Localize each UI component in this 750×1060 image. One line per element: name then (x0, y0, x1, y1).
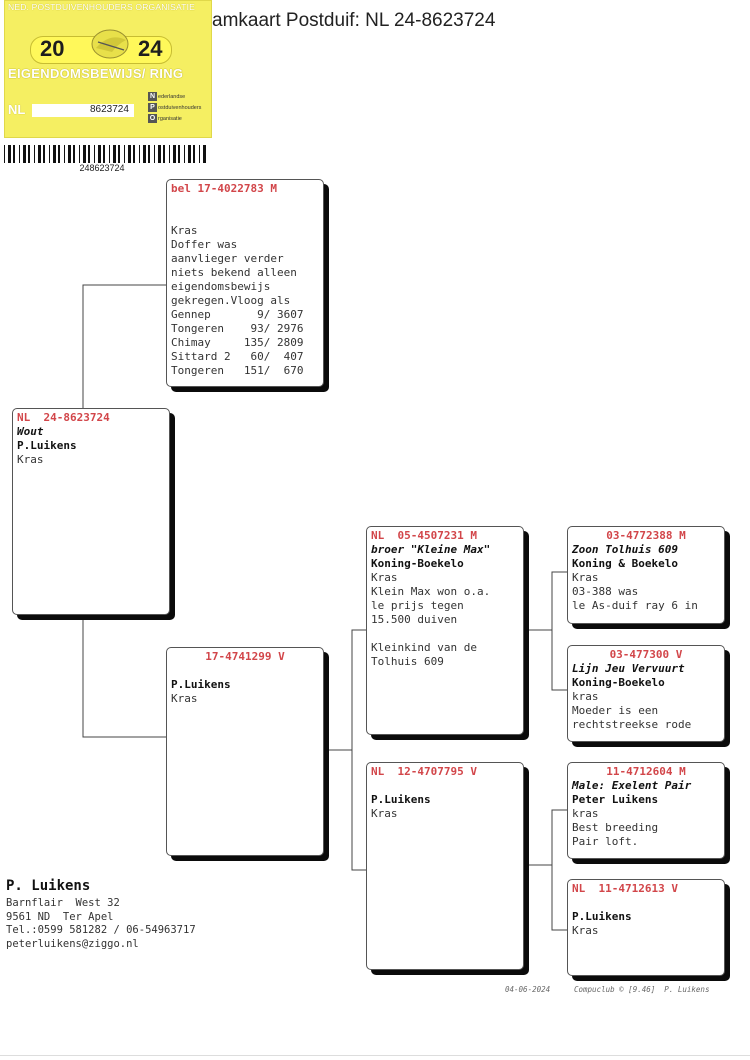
pigeon-owner: Peter Luikens (572, 793, 659, 806)
note-line: Kras (572, 924, 599, 937)
note-line: Best breeding (572, 821, 659, 834)
connector-subject-dam (83, 614, 168, 737)
ring-id: 03-4772388 M (606, 529, 686, 542)
note-line: Kras (17, 453, 44, 466)
note-line: aanvlieger verder (171, 252, 284, 265)
pedigree-card-dam-dam[interactable] (366, 762, 524, 970)
pigeon-name: Wout (17, 425, 44, 438)
note-line: Tongeren 93/ 2976 (171, 322, 304, 335)
pigeon-name: Male: Exelent Pair (572, 779, 692, 792)
connector-dam-parents (324, 630, 368, 870)
note-line: Pair loft. (572, 835, 639, 848)
pigeon-owner: P.Luikens (17, 439, 77, 452)
pedigree-card-dam[interactable] (166, 647, 324, 856)
ring-id: 03-477300 V (609, 648, 683, 661)
ring-id: NL 12-4707795 V (371, 765, 477, 778)
ring-country: NL (8, 102, 26, 117)
barcode-number: 248623724 (79, 163, 125, 173)
note-line: niets bekend alleen (171, 266, 297, 279)
ring-id: bel 17-4022783 M (171, 182, 277, 195)
note-line: kras (572, 690, 599, 703)
breeder-email: peterluikens@ziggo.nl (6, 937, 139, 950)
pigeon-name: Zoon Tolhuis 609 (572, 543, 678, 556)
note-line: Tolhuis 609 (371, 655, 444, 668)
program-credit: Compuclub © [9.46] P. Luikens (574, 985, 710, 994)
pigeon-owner: P.Luikens (171, 678, 231, 691)
breeder-city: 9561 ND Ter Apel (6, 910, 114, 923)
note-line: Sittard 2 60/ 407 (171, 350, 304, 363)
note-line: Tongeren 151/ 670 (171, 364, 304, 377)
page-bottom-rule (0, 1055, 750, 1056)
pigeon-owner (171, 210, 319, 224)
ring-id: 17-4741299 V (205, 650, 285, 663)
note-line (371, 627, 519, 641)
note-line: rechtstreekse rode (572, 718, 692, 731)
note-line: Kras (171, 224, 198, 237)
breeder-address: Barnflair West 32 (6, 897, 120, 909)
pigeon-name (171, 196, 319, 210)
ring-id: 11-4712604 M (606, 765, 686, 778)
note-line: Moeder is een (572, 704, 659, 717)
note-line: Kras (371, 807, 398, 820)
ring-title: EIGENDOMSBEWIJS/ RING (8, 66, 184, 81)
pigeon-name (171, 664, 319, 678)
pigeon-owner: Koning-Boekelo (572, 676, 665, 689)
note-line: Kras (371, 571, 398, 584)
pigeon-owner: P.Luikens (371, 793, 431, 806)
breeder-name: P. Luikens (6, 878, 91, 894)
connector-subject-sire (83, 285, 168, 410)
connector-damsire-parents (524, 572, 568, 690)
ring-id: NL 05-4507231 M (371, 529, 477, 542)
note-line: le As-duif ray 6 in (572, 599, 698, 612)
note-line: Chimay 135/ 2809 (171, 336, 304, 349)
org-line: ederlandse (158, 94, 186, 100)
pigeon-name: Lijn Jeu Vervuurt (572, 662, 685, 675)
note-line: eigendomsbewijs (171, 280, 271, 293)
pedigree-card-subject[interactable] (12, 408, 170, 615)
org-initial: O (149, 115, 156, 122)
pigeon-owner: P.Luikens (572, 910, 632, 923)
note-line: Kras (572, 571, 599, 584)
pigeon-owner: Koning-Boekelo (371, 557, 464, 570)
pigeon-name: broer "Kleine Max" (371, 543, 491, 556)
org-line: rganisatie (158, 116, 182, 122)
pedigree-card-dam-sire[interactable] (366, 526, 524, 735)
pigeon-owner: Koning & Boekelo (572, 557, 678, 570)
note-line: Gennep 9/ 3607 (171, 308, 304, 321)
pigeon-name (371, 779, 519, 793)
connector-damdam-parents (524, 810, 568, 930)
ring-id: NL 24-8623724 (17, 411, 110, 424)
pedigree-card-dam-sire-dam[interactable] (567, 645, 725, 742)
ring-number: 8623724 (90, 104, 129, 115)
note-line: Kras (171, 692, 198, 705)
note-line: Doffer was (171, 238, 238, 251)
pedigree-card-dam-dam-dam[interactable] (567, 879, 725, 976)
ring-year-right: 24 (138, 36, 163, 61)
note-line: Kleinkind van de (371, 641, 477, 654)
pigeon-name (572, 896, 720, 910)
org-initial: P (148, 103, 157, 112)
page-title: amkaart Postduif: NL 24-8623724 (212, 10, 496, 31)
ring-id: NL 11-4712613 V (572, 882, 678, 895)
pedigree-card-dam-dam-sire[interactable] (567, 762, 725, 859)
note-line: Klein Max won o.a. (371, 585, 491, 598)
pedigree-card-sire[interactable] (166, 179, 324, 387)
org-line: ostduivenhouders (158, 105, 202, 111)
org-initial: N (149, 93, 156, 100)
print-date: 04-06-2024 (505, 985, 551, 994)
note-line: kras (572, 807, 599, 820)
ring-year-left: 20 (40, 36, 65, 61)
note-line: gekregen.Vloog als (171, 294, 291, 307)
note-line: le prijs tegen (371, 599, 464, 612)
pedigree-card-dam-sire-sire[interactable] (567, 526, 725, 624)
note-line: 15.500 duiven (371, 613, 458, 626)
breeder-phone: Tel.:0599 581282 / 06-54963717 (6, 924, 196, 936)
note-line: 03-388 was (572, 585, 639, 598)
ring-organisation: NED. POSTDUIVENHOUDERS ORGANISATIE (8, 2, 196, 12)
breeder-info (6, 878, 196, 951)
